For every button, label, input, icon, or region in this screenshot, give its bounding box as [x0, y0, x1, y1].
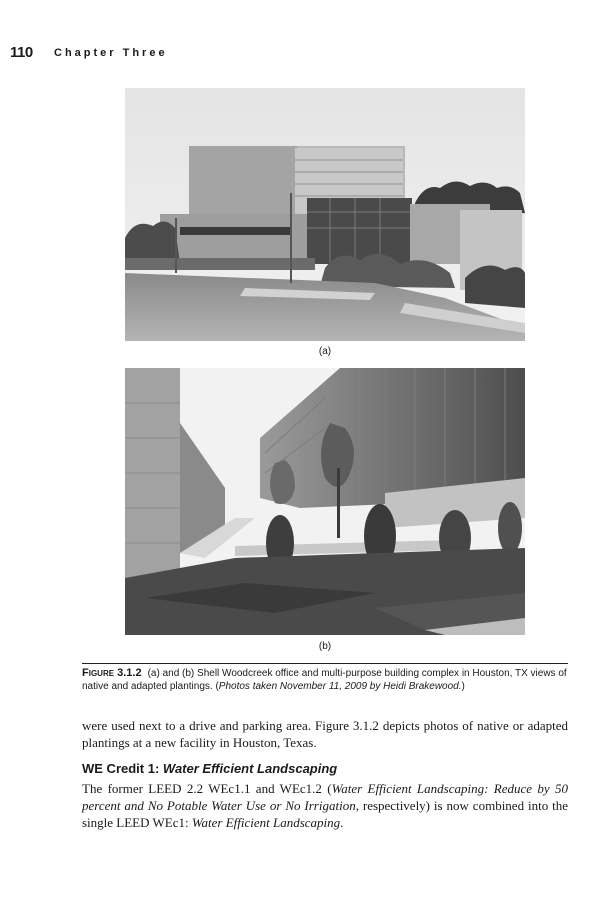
photo-building-exterior — [125, 88, 525, 341]
body-paragraph-2 — [82, 780, 568, 831]
running-head: Chapter Three — [54, 47, 168, 59]
figure-caption-close: ) — [461, 681, 465, 692]
body-paragraph-2-part-1: The former LEED 2.2 WEc1.1 and WEc1.2 ( — [82, 781, 332, 796]
figure-caption-label: Figure 3.1.2 — [82, 667, 142, 679]
body-paragraph-1: were used next to a drive and parking area. Figure 3.1.2 depicts photos of native or adapted plantings at a new facility in Houston, Texas. — [82, 718, 568, 750]
body-paragraph-2-italic-2: Water Efficient Landscaping — [191, 815, 341, 830]
section-heading-title: Water Efficient Landscaping — [162, 761, 338, 776]
section-heading-prefix: WE Credit 1: — [82, 761, 163, 776]
section-heading — [82, 761, 337, 776]
page-number: 110 — [10, 44, 33, 61]
figure-sublabel-a: (a) — [318, 346, 332, 357]
body-paragraph-2-part-2: , respectively) is now combined into the single LEED WEc1: — [82, 798, 569, 830]
figure-sublabel-b: (b) — [318, 641, 332, 652]
photo-native-plantings — [125, 368, 525, 635]
body-paragraph-2-part-3: . — [340, 815, 344, 830]
figure-caption — [82, 663, 568, 693]
figure-caption-text: (a) and (b) Shell Woodcreek office and multi-purpose building complex in Houston, TX views of native and adapted plantings. ( — [82, 668, 567, 692]
body-paragraph-2-italic-1: Water Efficient Landscaping: Reduce by 50 percent and No Potable Water Use or No Irrigation — [82, 781, 568, 813]
figure-caption-credit: Photos taken November 11, 2009 by Heidi Brakewood. — [218, 681, 462, 692]
